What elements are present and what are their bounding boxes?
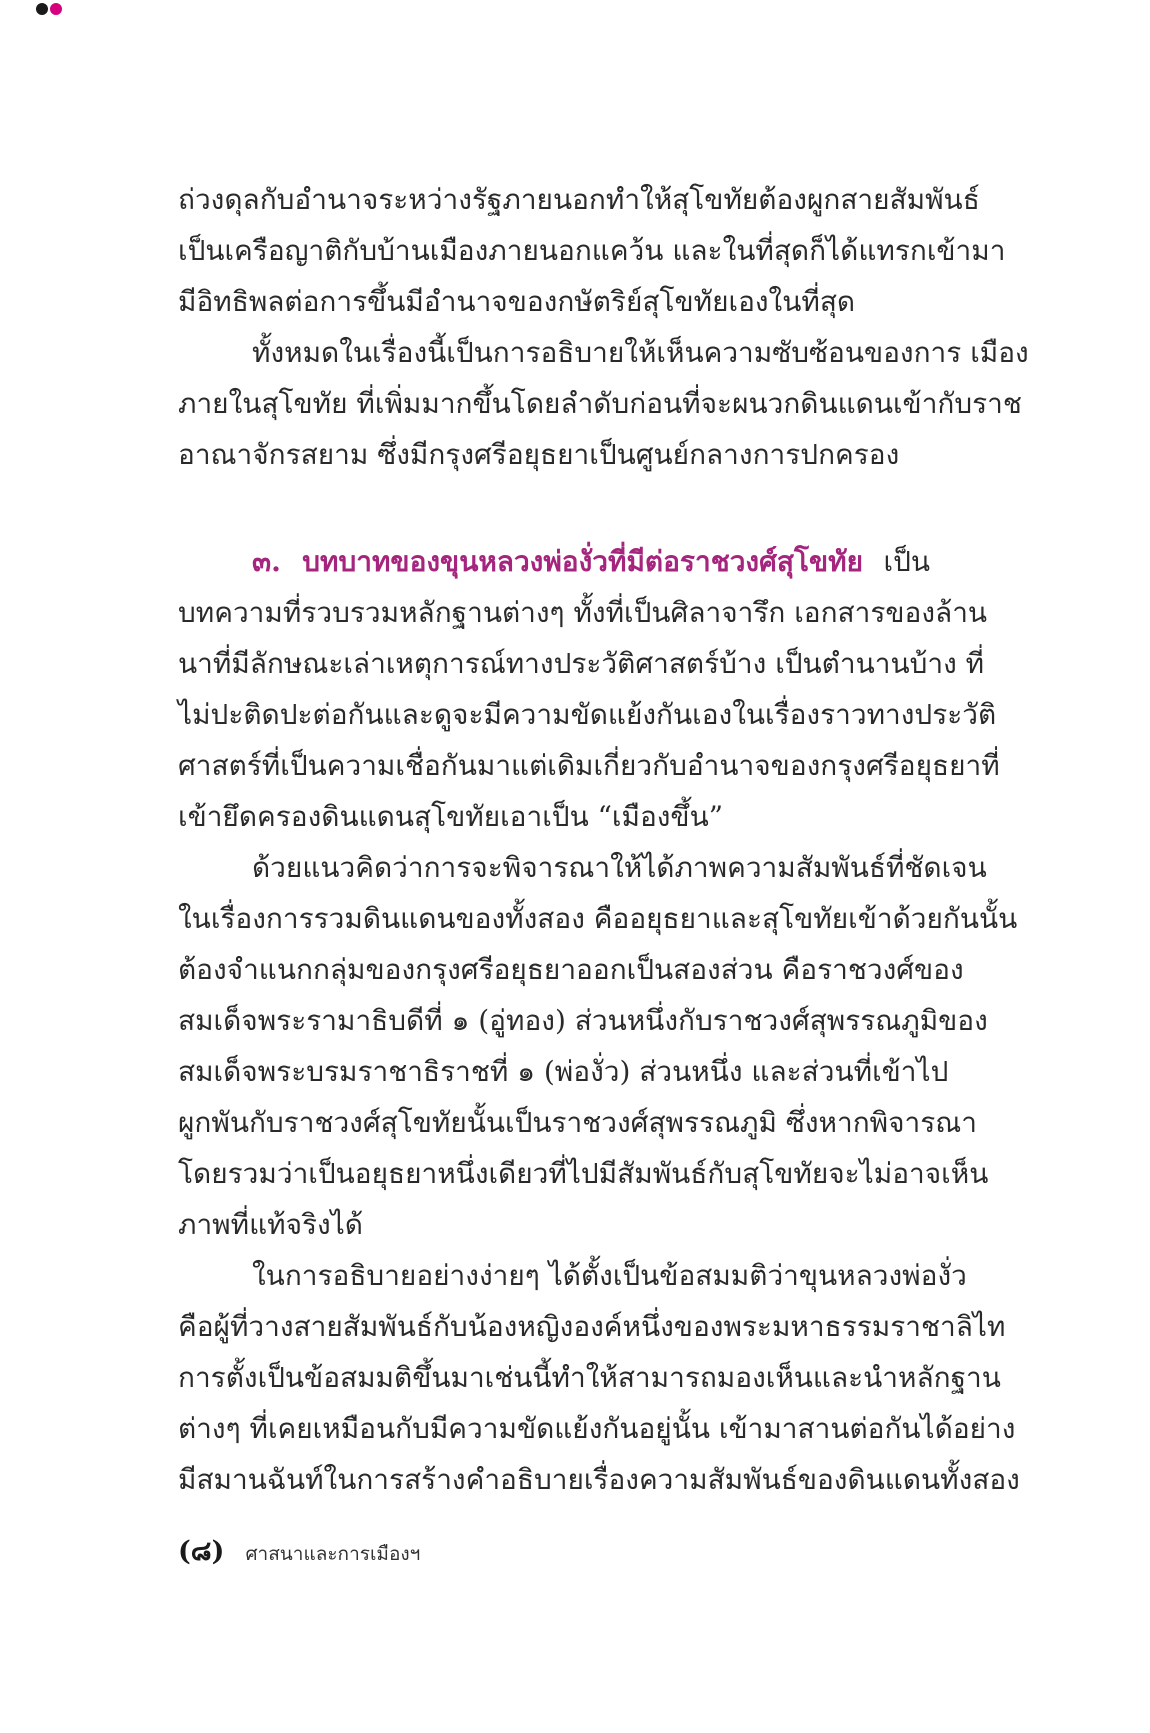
text-line: มีสมานฉันท์ในการสร้างคำอธิบายเรื่องความสัมพันธ์ของดินแดนทั้งสอง — [178, 1463, 1020, 1496]
text-line: โดยรวมว่าเป็นอยุธยาหนึ่งเดียวที่ไปมีสัมพันธ์กับสุโขทัยจะไม่อาจเห็น — [178, 1157, 989, 1190]
text-line: ด้วยแนวคิดว่าการจะพิจารณาให้ได้ภาพความสัมพันธ์ที่ชัดเจน — [252, 851, 987, 884]
text-line: ต้องจำแนกกลุ่มของกรุงศรีอยุธยาออกเป็นสองส่วน คือราชวงศ์ของ — [178, 953, 964, 986]
text-line: ภายในสุโขทัย ที่เพิ่มมากขึ้นโดยลำดับก่อนที่จะผนวกดินแดนเข้ากับราช — [178, 387, 1022, 420]
page-footer — [178, 1532, 420, 1572]
section-heading-tail: เป็น — [883, 545, 930, 578]
text-line: ศาสตร์ที่เป็นความเชื่อกันมาแต่เดิมเกี่ยวกับอำนาจของกรุงศรีอยุธยาที่ — [178, 749, 1000, 782]
paragraph-complexity — [178, 327, 1029, 480]
text-line: อาณาจักรสยาม ซึ่งมีกรุงศรีอยุธยาเป็นศูนย์กลางการปกครอง — [178, 438, 900, 471]
text-line: นาที่มีลักษณะเล่าเหตุการณ์ทางประวัติศาสตร์บ้าง เป็นตำนานบ้าง ที่ — [178, 647, 985, 680]
section-heading-line — [178, 536, 930, 587]
text-line: ต่างๆ ที่เคยเหมือนกับมีความขัดแย้งกันอยู่นั้น เข้ามาสานต่อกันได้อย่าง — [178, 1412, 1016, 1445]
text-line: ภาพที่แท้จริงได้ — [178, 1208, 363, 1241]
text-line: การตั้งเป็นข้อสมมติขึ้นมาเช่นนี้ทำให้สามารถมองเห็นและนำหลักฐาน — [178, 1361, 1001, 1394]
text-line: เข้ายึดครองดินแดนสุโขทัยเอาเป็น “เมืองขึ้น” — [178, 800, 724, 833]
text-line: บทความที่รวบรวมหลักฐานต่างๆ ทั้งที่เป็นศิลาจารึก เอกสารของล้าน — [178, 596, 988, 629]
text-line: เป็นเครือญาติกับบ้านเมืองภายนอกแคว้น และในที่สุดก็ได้แทรกเข้ามา — [178, 234, 1006, 267]
text-line: ทั้งหมดในเรื่องนี้เป็นการอธิบายให้เห็นความซับซ้อนของการ เมือง — [252, 336, 1029, 369]
text-line: ในการอธิบายอย่างง่ายๆ ได้ตั้งเป็นข้อสมมติว่าขุนหลวงพ่องั่ว — [252, 1259, 967, 1292]
text-line: ถ่วงดุลกับอำนาจระหว่างรัฐภายนอกทำให้สุโขทัยต้องผูกสายสัมพันธ์ — [178, 183, 980, 216]
text-line: ไม่ปะติดปะต่อกันและดูจะมีความขัดแย้งกันเองในเรื่องราวทางประวัติ — [178, 698, 997, 731]
corner-decoration — [36, 3, 62, 15]
paragraph-concept — [178, 842, 1018, 1250]
text-line: สมเด็จพระรามาธิบดีที่ ๑ (อู่ทอง) ส่วนหนึ่งกับราชวงศ์สุพรรณภูมิของ — [178, 1004, 988, 1037]
black-dot — [36, 3, 48, 15]
text-line: ในเรื่องการรวมดินแดนของทั้งสอง คืออยุธยาและสุโขทัยเข้าด้วยกันนั้น — [178, 902, 1018, 935]
text-line: คือผู้ที่วางสายสัมพันธ์กับน้องหญิงองค์หนึ่งของพระมหาธรรมราชาลิไท — [178, 1310, 1006, 1343]
magenta-dot — [50, 3, 62, 15]
running-title: ศาสนาและการเมืองฯ — [245, 1543, 421, 1565]
text-line: สมเด็จพระบรมราชาธิราชที่ ๑ (พ่องั่ว) ส่วนหนึ่ง และส่วนที่เข้าไป — [178, 1055, 949, 1088]
paragraph-assumption — [178, 1250, 1020, 1505]
section-3 — [178, 536, 1000, 842]
text-line: ผูกพันกับราชวงศ์สุโขทัยนั้นเป็นราชวงศ์สุพรรณภูมิ ซึ่งหากพิจารณา — [178, 1106, 977, 1139]
paragraph-continuation — [178, 174, 1006, 327]
section-heading: ๓. บทบาทของขุนหลวงพ่องั่วที่มีต่อราชวงศ์สุโขทัย — [252, 545, 863, 578]
text-line: มีอิทธิพลต่อการขึ้นมีอำนาจของกษัตริย์สุโขทัยเองในที่สุด — [178, 285, 856, 318]
page-number: (๘) — [178, 1536, 225, 1567]
